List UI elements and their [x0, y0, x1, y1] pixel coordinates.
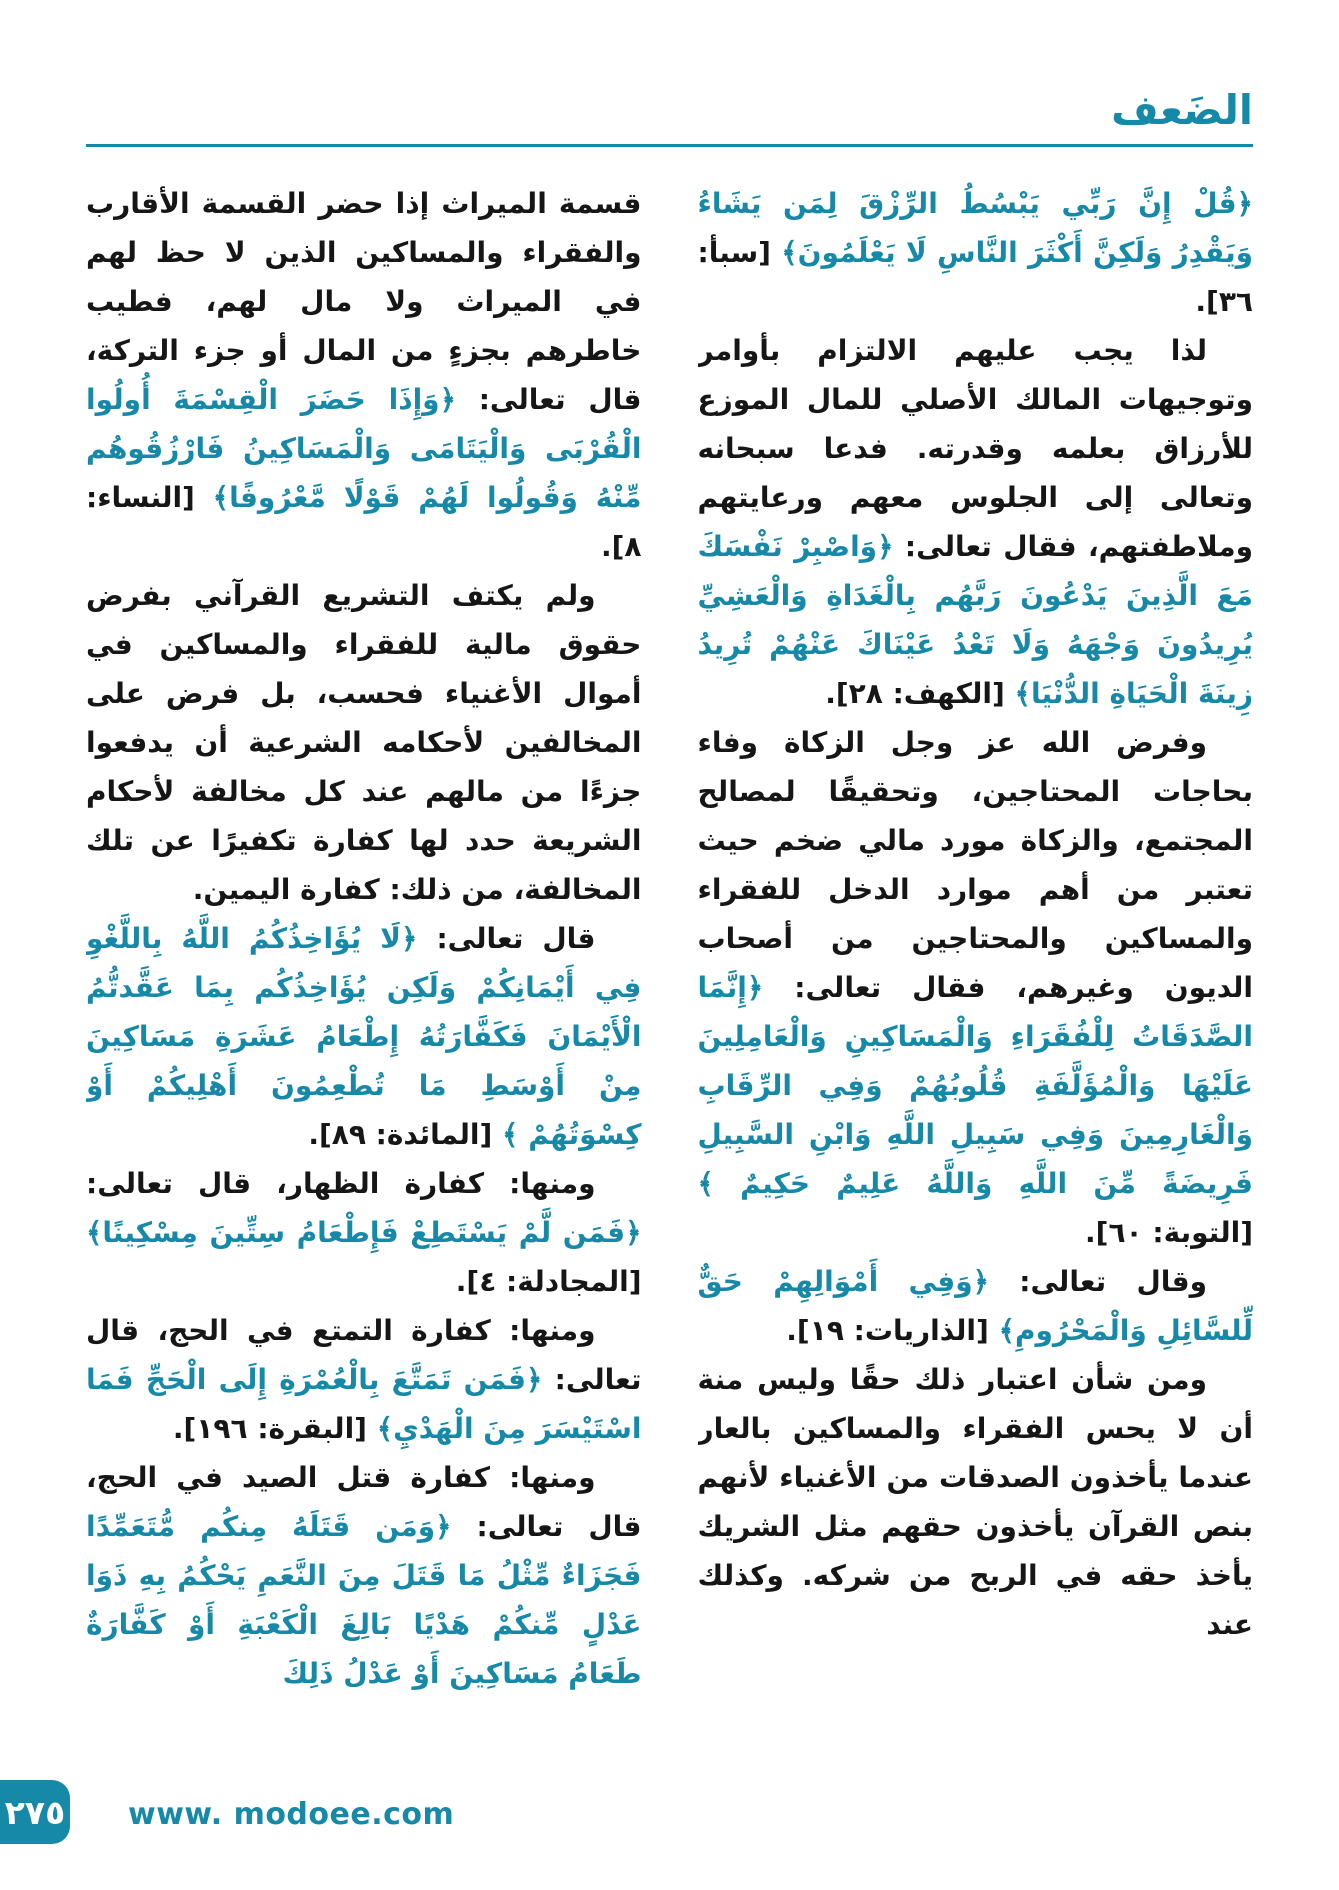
quran-verse: ﴿فَمَن تَمَتَّعَ بِالْعُمْرَةِ إِلَى الْحَجِّ فَمَا اسْتَيْسَرَ مِنَ الْهَدْيِ﴾: [86, 1363, 642, 1445]
quran-verse: ﴿وَمَن قَتَلَهُ مِنكُم مُّتَعَمِّدًا فَجَزَاءٌ مِّثْلُ مَا قَتَلَ مِنَ النَّعَمِ يَحْكُمُ بِهِ ذَوَا عَدْلٍ مِّنكُمْ هَدْيًا بَالِغَ الْكَعْبَةِ أَوْ كَفَّارَةٌ طَعَامُ مَسَاكِينَ أَوْ عَدْلُ ذَلِكَ: [86, 1510, 642, 1690]
paragraph: [86, 179, 642, 571]
text-columns: [86, 179, 1253, 1749]
verse-reference: [البقرة: ١٩٦].: [172, 1412, 377, 1445]
paragraph: [86, 1453, 642, 1698]
paragraph: [86, 914, 642, 1159]
quran-verse: ﴿وَاصْبِرْ نَفْسَكَ مَعَ الَّذِينَ يَدْعُونَ رَبَّهُم بِالْغَدَاةِ وَالْعَشِيِّ يُرِيدُونَ وَجْهَهُ وَلَا تَعْدُ عَيْنَاكَ عَنْهُمْ تُرِيدُ زِينَةَ الْحَيَاةِ الدُّنْيَا﴾: [697, 530, 1253, 710]
body-text: ومنها: كفارة قتل الصيد في الحج، قال تعالى:: [86, 1461, 642, 1543]
page-number: ٢٧٥: [4, 1792, 66, 1832]
paragraph: [86, 1159, 642, 1306]
paragraph: [86, 1306, 642, 1453]
verse-reference: [المائدة: ٨٩].: [308, 1118, 503, 1151]
quran-verse: ﴿فَمَن لَّمْ يَسْتَطِعْ فَإِطْعَامُ سِتِّينَ مِسْكِينًا﴾: [86, 1216, 642, 1249]
verse-reference: [المجادلة: ٤].: [455, 1265, 642, 1298]
body-text: لذا يجب عليهم الالتزام بأوامر وتوجيهات المالك الأصلي للمال الموزع للأرزاق بعلمه وقدرته. فدعا سبحانه وتعالى إلى الجلوس معهم ورعايتهم وملاطفتهم، فقال تعالى:: [697, 334, 1253, 563]
quran-verse: ﴿وَإِذَا حَضَرَ الْقِسْمَةَ أُولُوا الْقُرْبَى وَالْيَتَامَى وَالْمَسَاكِينُ فَارْزُقُوهُم مِّنْهُ وَقُولُوا لَهُمْ قَوْلًا مَّعْرُوفًا﴾: [86, 383, 642, 514]
quran-verse: ﴿قُلْ إِنَّ رَبِّي يَبْسُطُ الرِّزْقَ لِمَن يَشَاءُ وَيَقْدِرُ وَلَكِنَّ أَكْثَرَ النَّاسِ لَا يَعْلَمُونَ﴾: [697, 187, 1253, 269]
paragraph: [698, 718, 1254, 1257]
page-footer: [0, 1776, 1339, 1848]
verse-reference: [الذاريات: ١٩].: [786, 1314, 999, 1347]
page-header: [86, 86, 1253, 147]
paragraph: [698, 179, 1254, 326]
paragraph: [86, 571, 642, 914]
paragraph: [698, 1257, 1254, 1355]
website-url: www. modoee.com: [128, 1797, 455, 1832]
paragraph: [698, 1355, 1254, 1649]
body-text: وقال تعالى:: [989, 1265, 1207, 1298]
quran-verse: ﴿إِنَّمَا الصَّدَقَاتُ لِلْفُقَرَاءِ وَالْمَسَاكِينِ وَالْعَامِلِينَ عَلَيْهَا وَالْمُؤَلَّفَةِ قُلُوبُهُمْ وَفِي الرِّقَابِ وَالْغَارِمِينَ وَفِي سَبِيلِ اللَّهِ وَابْنِ السَّبِيلِ فَرِيضَةً مِّنَ اللَّهِ وَاللَّهُ عَلِيمٌ حَكِيمٌ ﴾: [697, 971, 1253, 1200]
paragraph: [698, 326, 1254, 718]
body-text: وفرض الله عز وجل الزكاة وفاء بحاجات المحتاجين، وتحقيقًا لمصالح المجتمع، والزكاة مورد مالي ضخم حيث تعتبر من أهم موارد الدخل للفقراء والمساكين والمحتاجين من أصحاب الديون وغيرهم، فقال تعالى:: [697, 726, 1253, 1004]
body-text: قال تعالى:: [417, 922, 596, 955]
verse-reference: [الكهف: ٢٨].: [825, 677, 1015, 710]
quran-verse: ﴿لَا يُؤَاخِذُكُمُ اللَّهُ بِاللَّغْوِ فِي أَيْمَانِكُمْ وَلَكِن يُؤَاخِذُكُم بِمَا عَقَّدتُّمُ الْأَيْمَانَ فَكَفَّارَتُهُ إِطْعَامُ عَشَرَةِ مَسَاكِينَ مِنْ أَوْسَطِ مَا تُطْعِمُونَ أَهْلِيكُمْ أَوْ كِسْوَتُهُمْ ﴾: [86, 922, 642, 1151]
body-text: قسمة الميراث إذا حضر القسمة الأقارب والفقراء والمساكين الذين لا حظ لهم في الميراث ولا مال لهم، فطيب خاطرهم بجزءٍ من المال أو جزء التركة، قال تعالى:: [86, 187, 642, 416]
column-right: [698, 179, 1254, 1749]
page-number-tab: [0, 1780, 70, 1844]
body-text: ومنها: كفارة الظهار، قال تعالى:: [86, 1167, 596, 1200]
body-text: ولم يكتف التشريع القرآني بفرض حقوق مالية للفقراء والمساكين في أموال الأغنياء فحسب، بل فرض على المخالفين لأحكامه الشرعية أن يدفعوا جزءًا من مالهم عند كل مخالفة لأحكام الشريعة حدد لها كفارة تكفيرًا عن تلك المخالفة، من ذلك: كفارة اليمين.: [86, 579, 642, 906]
quran-verse: ﴿وَفِي أَمْوَالِهِمْ حَقٌّ لِّلسَّائِلِ وَالْمَحْرُومِ﴾: [697, 1265, 1253, 1347]
verse-reference: [سبأ: ٣٦].: [697, 236, 1253, 318]
verse-reference: [التوبة: ٦٠].: [1085, 1216, 1253, 1249]
page-title: الضَعف: [1111, 86, 1253, 134]
verse-reference: [النساء: ٨].: [86, 481, 642, 563]
body-text: ومن شأن اعتبار ذلك حقًا وليس منة أن لا يحس الفقراء والمساكين بالعار عندما يأخذون الصدقات من الأغنياء لأنهم بنص القرآن يأخذون حقهم مثل الشريك يأخذ حقه في الربح من شركه. وكذلك عند: [697, 1363, 1253, 1641]
column-left: [86, 179, 642, 1749]
body-text: ومنها: كفارة التمتع في الحج، قال تعالى:: [86, 1314, 642, 1396]
